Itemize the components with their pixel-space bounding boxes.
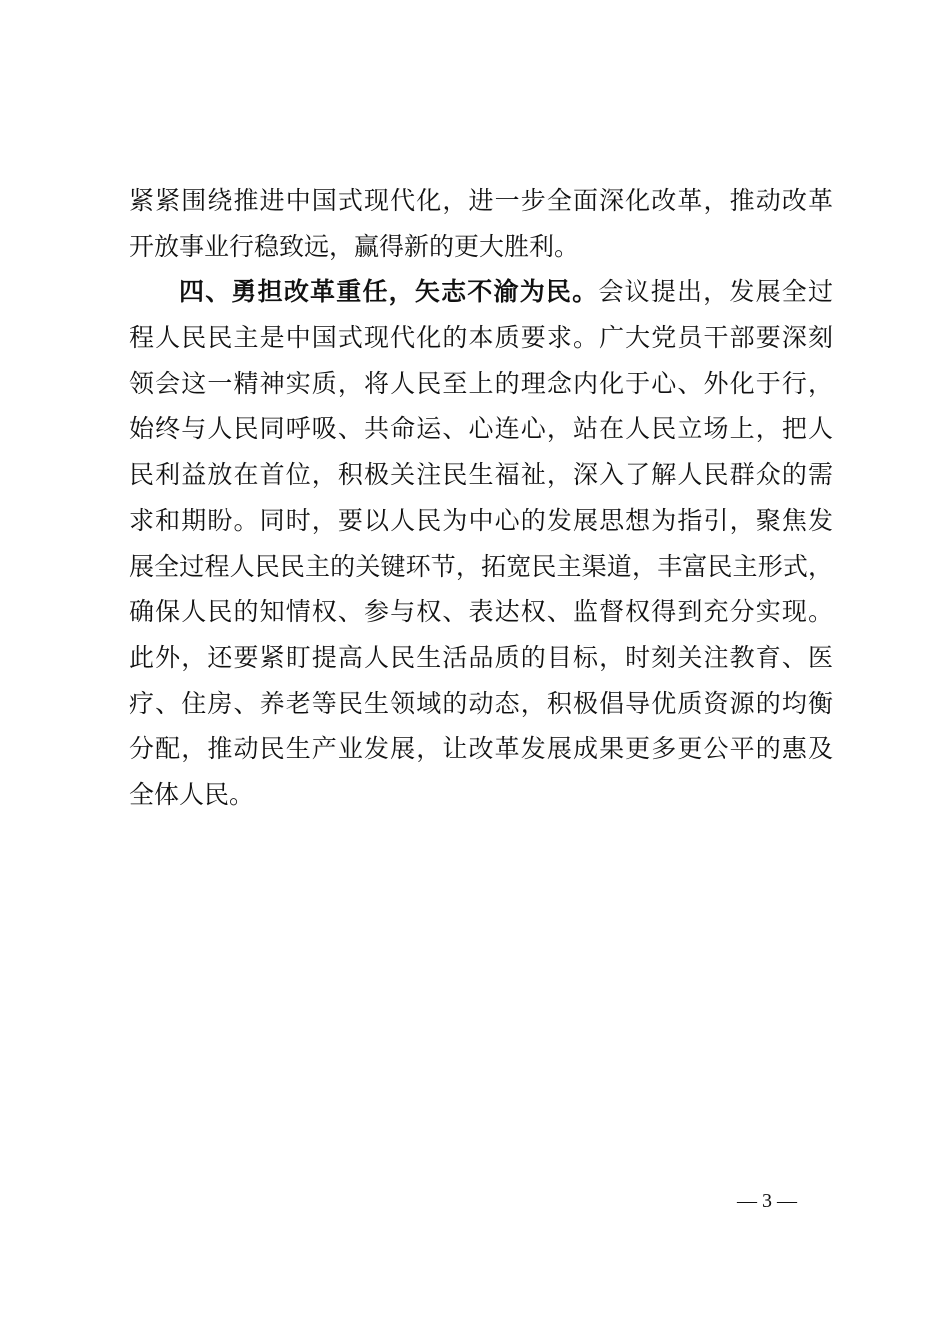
body-text (129, 178, 833, 818)
text-line: 全体人民。 (129, 779, 255, 809)
text-span: 会议提出，发展全过 (598, 277, 833, 307)
page-number: — 3 — (737, 1190, 797, 1212)
text-line: 分配，推动民生产业发展，让改革发展成果更多更公平的惠及 (129, 734, 833, 764)
text-line: 展全过程人民民主的关键环节，拓宽民主渠道，丰富民主形式， (129, 551, 833, 581)
section-four-heading: 四、勇担改革重任，矢志不渝为民。 (179, 277, 599, 307)
text-line: 确保人民的知情权、参与权、表达权、监督权得到充分实现。 (129, 597, 833, 627)
text-line: 紧紧围绕推进中国式现代化，进一步全面深化改革，推动改革 (129, 186, 833, 215)
text-line: 领会这一精神实质，将人民至上的理念内化于心、外化于行， (129, 368, 833, 398)
text-line: 求和期盼。同时，要以人民为中心的发展思想为指引，聚焦发 (129, 505, 833, 535)
text-line: 程人民民主是中国式现代化的本质要求。广大党员干部要深刻 (129, 323, 833, 353)
text-line: 开放事业行稳致远，赢得新的更大胜利。 (129, 231, 580, 261)
text-line: 此外，还要紧盯提高人民生活品质的目标，时刻关注教育、医 (129, 642, 833, 672)
text-line: 疗、住房、养老等民生领域的动态，积极倡导优质资源的均衡 (129, 688, 833, 718)
text-line: 始终与人民同呼吸、共命运、心连心，站在人民立场上，把人 (129, 414, 833, 444)
text-line: 民利益放在首位，积极关注民生福祉，深入了解人民群众的需 (129, 460, 833, 490)
section-four-first-line (129, 269, 833, 315)
